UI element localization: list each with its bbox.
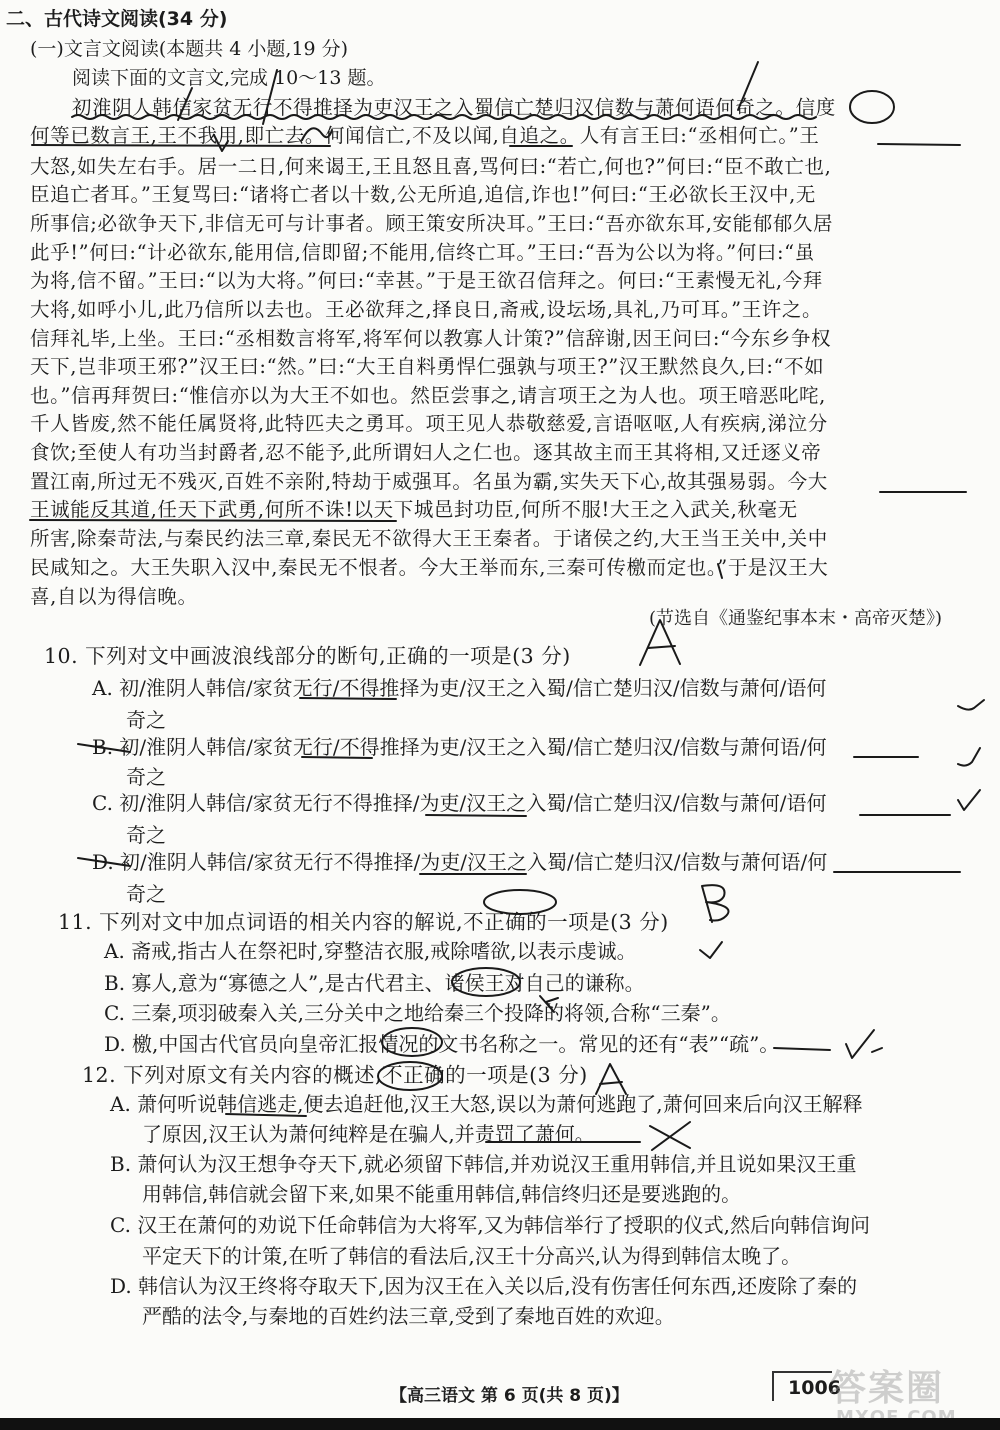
passage-line: 所事信;必欲争天下,非信无可与计事者。顾王策安所决耳。”王曰:“吾亦欲东耳,安能郁郁久居 (30, 212, 834, 235)
check-mark (846, 1030, 882, 1058)
q11-option-c: C. 三秦,项羽破秦入关,三分关中之地给秦三个投降的将领,合称“三秦”。 (104, 1001, 731, 1025)
q10-option-a: A. 初/淮阴人韩信/家贫无行/不得推择为吏/汉王之入蜀/信亡楚归汉/信数与萧何/语何 (92, 676, 827, 700)
q11-option-d: D. 檄,中国古代官员向皇帝汇报情况的文书名称之一。常见的还有“表”“疏”。 (104, 1032, 780, 1056)
q11-option-b: B. 寡人,意为“寡德之人”,是古代君主、诸侯王对自己的谦称。 (104, 971, 645, 995)
scan-edge (0, 1418, 1000, 1430)
passage-line: 为将,信不留。”王曰:“以为大将。”何曰:“幸甚。”于是王欲召信拜之。何曰:“王素慢无礼,今拜 (30, 269, 823, 292)
watermark-logo: 答案圈 (830, 1368, 945, 1409)
check-mark (958, 790, 980, 810)
passage-line: 置江南,所过无不残灭,百姓不亲附,特劫于威强耳。名虽为霸,实失天下心,故其强易弱。今大 (30, 470, 828, 493)
page-code: 1006 (772, 1371, 832, 1401)
q12-option-c: C. 汉王在萧何的劝说下任命韩信为大将军,又为韩信举行了授职的仪式,然后向韩信询问 (110, 1213, 871, 1237)
passage-line: 王诚能反其道,任天下武勇,何所不诛!以天下城邑封功臣,何所不服!大王之入武关,秋毫无 (30, 498, 798, 521)
passage-line: 天下,岂非项王邪?”汉王曰:“然。”曰:“大王自料勇悍仁强孰与项王?”汉王默然良久,曰:“不如 (30, 355, 825, 378)
q12-stem: 12. 下列对原文有关内容的概述,不正确的一项是(3 分) (82, 1063, 588, 1087)
q12-option-d: D. 韩信认为汉王终将夺取天下,因为汉王在入关以后,没有伤害任何东西,还废除了秦的 (110, 1274, 858, 1298)
passage-line: 也。”信再拜贺曰:“惟信亦以为大王不如也。然臣尝事之,请言项王之为人也。项王喑恶叱咤, (30, 384, 826, 407)
q11-stem: 11. 下列对文中加点词语的相关内容的解说,不正确的一项是(3 分) (58, 910, 669, 934)
q10-option-a-cont: 奇之 (126, 708, 166, 732)
passage-line: 臣追亡者耳。”王复骂曰:“诸将亡者以十数,公无所追,追信,诈也!”何曰:“王必欲长王汉中,无 (30, 183, 816, 206)
q10-option-d: D. 初/淮阴人韩信/家贫无行不得推择/为吏/汉王之入蜀/信亡楚归汉/信数与萧何语/何 (92, 850, 828, 874)
passage-line: 何等已数言王,王不我用,即亡去。何闻信亡,不及以闻,自追之。人有言王曰:“丞相何亡。”王 (30, 124, 820, 147)
q12-option-b: B. 萧何认为汉王想争夺天下,就必须留下韩信,并劝说汉王重用韩信,并且说如果汉王重 (110, 1152, 857, 1176)
q10-stem: 10. 下列对文中画波浪线部分的断句,正确的一项是(3 分) (44, 644, 571, 668)
underline (774, 1048, 830, 1050)
check-mark (700, 942, 722, 958)
passage-line: 所害,除秦苛法,与秦民约法三章,秦民无不欲得大王王秦者。于诸侯之约,大王当王关中,关中 (30, 527, 828, 550)
source-citation: (节选自《通鉴纪事本末・高帝灭楚》) (648, 608, 942, 629)
passage-line: 千人皆废,然不能任属贤将,此特匹夫之勇耳。项王见人恭敬慈爱,言语呕呕,人有疾病,涕泣分 (30, 412, 828, 435)
check-mark (958, 700, 984, 710)
passage-line: 信拜礼毕,上坐。王曰:“丞相数言将军,将军何以教寡人计策?”信辞谢,因王问曰:“今东乡争权 (30, 327, 832, 350)
passage-line: 大怒,如失左右手。居一二日,何来谒王,王且怒且喜,骂何曰:“若亡,何也?”何曰:“臣不敢亡也, (30, 155, 832, 178)
handwritten-letter (702, 885, 729, 922)
handwritten-letter (596, 1064, 626, 1094)
q10-option-c: C. 初/淮阴人韩信/家贫无行不得推择/为吏/汉王之入蜀/信亡楚归汉/信数与萧何/语何 (92, 791, 827, 815)
q10-option-b-cont: 奇之 (126, 765, 166, 789)
section-title: 二、古代诗文阅读(34 分) (6, 8, 228, 30)
q10-option-c-cont: 奇之 (126, 823, 166, 847)
page-footer: 【高三语文 第 6 页(共 8 页)】 (390, 1386, 629, 1406)
passage-line: 喜,自以为得信晚。 (30, 585, 198, 608)
passage-line: 民咸知之。大王失职入汉中,秦民无不恨者。今大王举而东,三秦可传檄而定也。”于是汉王大 (30, 556, 829, 579)
check-mark (958, 748, 980, 766)
q12-option-a-cont: 了原因,汉王认为萧何纯粹是在骗人,并责罚了萧何。 (142, 1122, 595, 1146)
q12-option-a: A. 萧何听说韩信逃走,便去追赶他,汉王大怒,误以为萧何逃跑了,萧何回来后向汉王解释 (110, 1092, 863, 1116)
subsection-title: (一)文言文阅读(本题共 4 小题,19 分) (30, 38, 349, 60)
q12-option-b-cont: 用韩信,韩信就会留下来,如果不能重用韩信,韩信终归还是要逃跑的。 (142, 1182, 742, 1206)
underline (426, 815, 526, 816)
passage-line: 食饮;至使人有功当封爵者,忍不能予,此所谓妇人之仁也。逐其故主而王其将相,又迁逐义帝 (30, 441, 822, 464)
q12-option-d-cont: 严酷的法令,与秦地的百姓约法三章,受到了秦地百姓的欢迎。 (142, 1304, 675, 1328)
q10-option-d-cont: 奇之 (126, 882, 166, 906)
x-mark (650, 1122, 690, 1150)
passage-line: 初淮阴人韩信家贫无行不得推择为吏汉王之入蜀信亡楚归汉信数与萧何语何奇之。信度 (72, 96, 836, 119)
q12-option-c-cont: 平定天下的计策,在听了韩信的看法后,汉王十分高兴,认为得到韩信太晚了。 (142, 1244, 802, 1268)
q11-option-a: A. 斋戒,指古人在祭祀时,穿整洁衣服,戒除嗜欲,以表示虔诚。 (104, 939, 637, 963)
passage-line: 此乎!”何曰:“计必欲东,能用信,信即留;不能用,信终亡耳。”王曰:“吾为公以为将。”何曰:“虽 (30, 241, 815, 264)
q10-option-b: B. 初/淮阴人韩信/家贫无行/不得推择为吏/汉王之入蜀/信亡楚归汉/信数与萧何语/何 (92, 735, 827, 759)
passage-line: 大将,如呼小儿,此乃信所以去也。王必欲拜之,择良日,斋戒,设坛场,具礼,乃可耳。”王许之。 (30, 298, 823, 321)
instruction: 阅读下面的文言文,完成 10～13 题。 (72, 67, 386, 89)
